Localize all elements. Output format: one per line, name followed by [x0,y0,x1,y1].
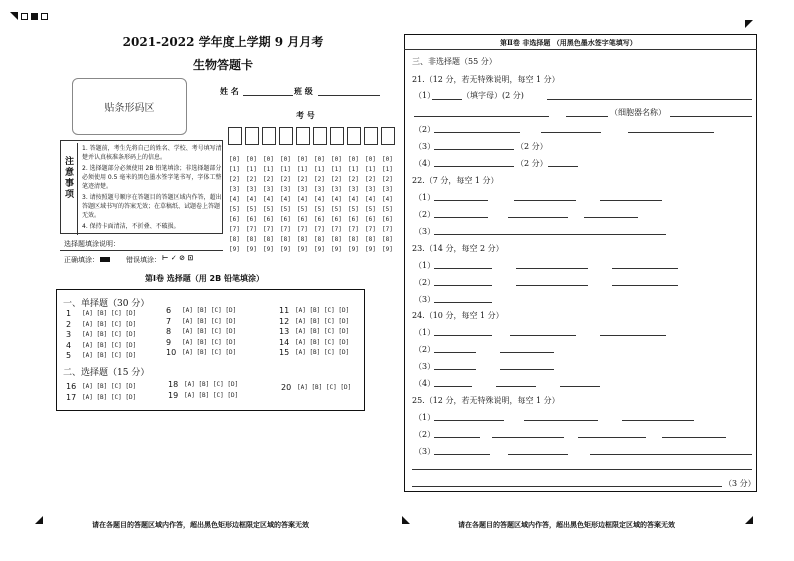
id-bubble[interactable]: [7] [246,226,257,233]
notice-box [60,140,223,234]
question-number: 16 [66,382,77,391]
id-bubble[interactable]: [3] [331,186,342,193]
id-bubble[interactable]: [2] [331,176,342,183]
id-bubble[interactable]: [8] [280,236,291,243]
id-bubble[interactable]: [9] [297,246,308,253]
answer-options[interactable]: [A] [B] [C] [D] [82,331,137,338]
question-number: 11 [279,306,290,315]
answer-options[interactable]: [A] [B] [C] [D] [182,349,237,356]
id-bubble[interactable]: [6] [229,216,240,223]
q25-2-label: （2） [414,430,436,439]
answer-line[interactable] [434,335,492,336]
id-bubble[interactable]: [4] [263,196,274,203]
answer-options[interactable]: [A] [B] [C] [D] [82,341,137,349]
notice-item: 3. 请按照题号顺序在答题目的答题区域内作答，超出答题区域书写的答案无效；在草稿纸、试题卷上答题无效。 [82,194,222,219]
question-number: 7 [166,316,172,326]
section2-label: 二、选择题（15 分） [63,368,150,378]
id-bubble[interactable]: [7] [280,226,291,233]
name-label: 姓 名 [220,87,239,96]
id-bubble[interactable]: [0] [229,156,240,163]
question-number: 6 [166,306,172,315]
id-bubble[interactable]: [9] [280,246,291,253]
answer-line[interactable] [662,437,726,438]
answer-line[interactable] [434,454,490,455]
id-bubble[interactable]: [7] [382,226,393,233]
id-bubble[interactable]: [5] [314,206,325,213]
id-bubble[interactable]: [4] [331,196,342,203]
answer-options[interactable]: [A] [B] [C] [D] [295,307,350,314]
id-bubble[interactable]: [1] [229,166,240,173]
answer-options[interactable]: [A] [B] [C] [D] [82,393,137,401]
answer-line[interactable] [434,352,476,353]
id-bubble-column [382,155,393,255]
id-bubble-column [246,155,257,255]
id-bubble[interactable]: [0] [314,156,325,163]
answer-line[interactable] [548,166,578,167]
answer-line[interactable] [492,437,564,438]
question-number: 5 [66,351,72,360]
id-bubble[interactable]: [1] [246,166,257,173]
class-label: 班 级 [294,87,313,96]
id-bubble[interactable]: [8] [331,236,342,243]
q21-1-hint: （填字母）(2 分) [462,91,524,100]
id-bubble[interactable]: [2] [297,176,308,183]
answer-line[interactable] [434,149,514,150]
answer-line[interactable] [612,285,678,286]
id-bubble[interactable]: [6] [331,216,342,223]
answer-line[interactable] [434,285,492,286]
answer-options[interactable]: [A] [B] [C] [D] [82,352,137,359]
q24-3-label: （3） [414,362,436,371]
id-box[interactable] [262,127,276,145]
q21-cell-hint: （细胞器名称） [610,108,666,117]
id-box[interactable] [381,127,395,145]
question-number: 2 [66,319,72,329]
id-bubble[interactable]: [4] [280,196,291,203]
id-bubble[interactable]: [6] [280,216,291,223]
question-number: 4 [66,340,72,350]
correct-fill-sample [100,257,110,262]
id-bubble[interactable]: [6] [382,216,393,223]
notice-item: 1. 答题前，考生先将自己的姓名、学校、考号填写清楚并认真核准条形码上的信息。 [82,145,222,161]
id-bubble[interactable]: [4] [246,196,257,203]
id-bubble-column [280,155,291,255]
id-bubble[interactable]: [8] [229,236,240,243]
answer-line[interactable] [524,420,598,421]
id-bubble[interactable]: [7] [331,226,342,233]
footer-left: 请在各题目的答题区域内作答，超出黑色矩形边框限定区域的答案无效 [92,521,309,529]
id-bubble[interactable]: [5] [365,206,376,213]
question-number: 13 [279,327,290,336]
id-bubble[interactable]: [3] [297,186,308,193]
id-bubble-column [314,155,325,255]
q21-label: 21.（12 分，若无特殊说明，每空 1 分） [412,75,560,84]
answer-line[interactable] [434,386,472,387]
answer-line[interactable] [434,268,492,269]
id-bubble[interactable]: [4] [382,196,393,203]
id-bubble[interactable]: [1] [280,166,291,173]
q21-1-label: （1） [414,91,436,100]
q22-1-label: （1） [414,193,436,202]
fill-title: 选择题填涂说明： [64,240,120,248]
id-bubble[interactable]: [7] [229,226,240,233]
answer-line[interactable] [566,116,608,117]
id-bubble-column [263,155,274,255]
id-bubble[interactable]: [5] [348,206,359,213]
id-bubble[interactable]: [8] [263,236,274,243]
answer-options[interactable]: [A] [B] [C] [D] [182,317,237,325]
id-bubble[interactable]: [4] [348,196,359,203]
answer-line[interactable] [541,132,601,133]
id-bubble[interactable]: [1] [314,166,325,173]
answer-line[interactable] [560,386,600,387]
answer-line[interactable] [584,217,638,218]
id-bubble[interactable]: [6] [365,216,376,223]
id-bubble[interactable]: [4] [297,196,308,203]
question-number: 20 [281,383,292,392]
id-bubble[interactable]: [5] [382,206,393,213]
answer-line[interactable] [516,268,588,269]
id-bubble[interactable]: [0] [280,156,291,163]
id-bubble[interactable]: [2] [348,176,359,183]
id-bubble[interactable]: [1] [263,166,274,173]
answer-line[interactable] [508,217,568,218]
id-bubble[interactable]: [6] [314,216,325,223]
id-box[interactable] [228,127,242,145]
answer-line[interactable] [670,116,752,117]
id-bubble[interactable]: [6] [263,216,274,223]
answer-options[interactable]: [A] [B] [C] [D] [295,338,350,346]
id-bubble[interactable]: [0] [297,156,308,163]
id-bubble[interactable]: [0] [348,156,359,163]
question-number: 19 [168,390,179,400]
q22-2-label: （2） [414,210,436,219]
q22-label: 22.（7 分，每空 1 分） [412,176,499,185]
id-box[interactable] [245,127,259,145]
answer-options[interactable]: [A] [B] [C] [D] [184,381,239,388]
answer-line[interactable] [514,200,576,201]
id-bubble-column [365,155,376,255]
id-bubble[interactable]: [5] [246,206,257,213]
answer-options[interactable]: [A] [B] [C] [D] [184,391,239,399]
id-box[interactable] [313,127,327,145]
id-bubble-column [331,155,342,255]
corner-mark-top-left [10,12,18,20]
square-mark [21,13,28,20]
q24-1-label: （1） [414,328,436,337]
answer-line[interactable] [412,486,722,487]
id-bubble[interactable]: [9] [382,246,393,253]
answer-options[interactable]: [A] [B] [C] [D] [82,383,137,390]
id-bubble[interactable]: [1] [365,166,376,173]
id-bubble[interactable]: [8] [348,236,359,243]
id-bubble[interactable]: [9] [348,246,359,253]
id-box[interactable] [279,127,293,145]
question-number: 1 [66,309,72,318]
id-bubble[interactable]: [3] [280,186,291,193]
id-bubble[interactable]: [2] [314,176,325,183]
question-number: 3 [66,330,72,339]
answer-line[interactable] [590,454,752,455]
id-bubble[interactable]: [4] [229,196,240,203]
corner-mark-bottom-mid [402,516,410,524]
notice-item: 2. 选择题部分必须使用 2B 铅笔填涂；非选择题部分必须使用 0.5 毫米的黑色墨水签字笔书写，字体工整笔迹清楚。 [82,165,222,190]
q24-4-label: （4） [414,379,436,388]
q25-1-label: （1） [414,413,436,422]
id-bubble[interactable]: [2] [246,176,257,183]
exam-subtitle: 生物答题卡 [192,58,253,72]
id-bubble[interactable]: [7] [263,226,274,233]
answer-line[interactable] [508,454,568,455]
q24-label: 24.（10 分，每空 1 分） [412,311,504,320]
corner-mark-bottom-right [745,516,753,524]
answer-options[interactable]: [A] [B] [C] [D] [295,328,350,335]
id-bubble[interactable]: [9] [314,246,325,253]
answer-line[interactable] [612,268,678,269]
non-choice-box [404,34,757,492]
q23-2-label: （2） [414,278,436,287]
id-bubble[interactable]: [1] [382,166,393,173]
id-bubble[interactable]: [8] [365,236,376,243]
question-number: 8 [166,327,172,336]
question-number: 14 [279,337,290,347]
corner-mark-bottom-left [35,516,43,524]
id-bubble[interactable]: [4] [365,196,376,203]
answer-line[interactable] [516,285,588,286]
id-bubble[interactable]: [9] [331,246,342,253]
answer-line[interactable] [628,132,714,133]
id-bubble[interactable]: [1] [331,166,342,173]
answer-line[interactable] [434,200,488,201]
id-bubble[interactable]: [2] [280,176,291,183]
id-box[interactable] [330,127,344,145]
id-bubble-column [229,155,240,255]
correct-fill-label: 正确填涂： [64,256,99,264]
id-bubble[interactable]: [8] [382,236,393,243]
q23-label: 23.（14 分，每空 2 分） [412,244,504,253]
id-bubble[interactable]: [7] [348,226,359,233]
exam-title: 2021-2022 学年度上学期 9 月月考 [122,35,324,49]
notice-heading: 注 意 事 项 [65,157,75,200]
answer-line[interactable] [432,99,462,100]
id-bubble[interactable]: [3] [263,186,274,193]
part2-heading: 第Ⅱ卷 非选择题 （用黑色墨水签字笔填写） [500,38,637,47]
question-number: 15 [279,348,290,357]
id-bubble[interactable]: [9] [229,246,240,253]
q22-3-label: （3） [414,227,436,236]
answer-line[interactable] [547,99,752,100]
id-bubble[interactable]: [1] [348,166,359,173]
id-bubble[interactable]: [0] [382,156,393,163]
exam-no-label: 考 号 [296,111,315,120]
answer-options[interactable]: [A] [B] [C] [D] [82,320,137,328]
id-bubble[interactable]: [0] [331,156,342,163]
id-bubble[interactable]: [0] [365,156,376,163]
class-field[interactable] [318,95,380,96]
id-bubble[interactable]: [2] [365,176,376,183]
answer-line[interactable] [434,217,488,218]
answer-options[interactable]: [A] [B] [C] [D] [182,338,237,346]
id-bubble[interactable]: [7] [297,226,308,233]
id-box[interactable] [347,127,361,145]
answer-options[interactable]: [A] [B] [C] [D] [182,307,237,314]
answer-line[interactable] [434,302,492,303]
square-mark [31,13,38,20]
id-bubble[interactable]: [3] [314,186,325,193]
id-bubble[interactable]: [8] [314,236,325,243]
notice-item: 4. 保持卡面清洁，不折叠、不破损。 [82,223,180,230]
id-bubble[interactable]: [3] [382,186,393,193]
question-number: 18 [168,380,179,389]
id-bubble[interactable]: [5] [297,206,308,213]
q21-2-label: （2） [414,125,436,134]
id-bubble[interactable]: [1] [297,166,308,173]
answer-line[interactable] [600,335,666,336]
id-bubble-column [348,155,359,255]
q23-3-label: （3） [414,295,436,304]
answer-line[interactable] [412,469,752,470]
id-bubble[interactable]: [9] [365,246,376,253]
section1-label: 一、单择题（30 分） [63,299,150,309]
answer-line[interactable] [600,200,662,201]
answer-line[interactable] [434,166,514,167]
q25-3-label: （3） [414,447,436,456]
id-bubble[interactable]: [8] [246,236,257,243]
corner-mark-top-right [745,20,753,28]
q23-1-label: （1） [414,261,436,270]
question-number: 12 [279,316,290,326]
id-bubble[interactable]: [5] [331,206,342,213]
id-bubble[interactable]: [6] [246,216,257,223]
square-mark [41,13,48,20]
id-bubble[interactable]: [5] [280,206,291,213]
answer-options[interactable]: [A] [B] [C] [D] [82,310,137,317]
answer-line[interactable] [434,369,476,370]
part1-heading: 第Ⅰ卷 选择题（用 2B 铅笔填涂） [145,274,264,283]
answer-line[interactable] [434,132,520,133]
id-bubble[interactable]: [6] [297,216,308,223]
q24-2-label: （2） [414,345,436,354]
answer-line[interactable] [622,420,694,421]
answer-line[interactable] [510,335,576,336]
id-box[interactable] [296,127,310,145]
id-bubble[interactable]: [4] [314,196,325,203]
id-bubble[interactable]: [6] [348,216,359,223]
id-bubble[interactable]: [0] [246,156,257,163]
q21-4-label: （4） [414,159,436,168]
answer-line[interactable] [434,420,504,421]
name-field[interactable] [243,95,293,96]
q21-4-points: （2 分） [516,159,548,168]
id-bubble[interactable]: [9] [263,246,274,253]
wrong-fill-samples: ⊢ ✓ ⊘ ⊡ [162,254,194,262]
id-bubble[interactable]: [7] [314,226,325,233]
id-bubble[interactable]: [2] [229,176,240,183]
id-bubble[interactable]: [3] [246,186,257,193]
question-number: 17 [66,392,77,402]
q21-3-points: （2 分） [516,142,548,151]
q25-label: 25.（12 分，若无特殊说明，每空 1 分） [412,396,560,405]
question-number: 9 [166,337,172,347]
id-bubble[interactable]: [5] [229,206,240,213]
answer-line[interactable] [434,437,480,438]
id-bubble[interactable]: [5] [263,206,274,213]
answer-line[interactable] [414,116,549,117]
question-number: 10 [166,348,177,357]
id-bubble[interactable]: [9] [246,246,257,253]
id-bubble[interactable]: [3] [365,186,376,193]
id-bubble[interactable]: [3] [229,186,240,193]
id-bubble-column [297,155,308,255]
id-bubble[interactable]: [8] [297,236,308,243]
id-bubble[interactable]: [0] [263,156,274,163]
id-box[interactable] [364,127,378,145]
answer-line[interactable] [578,437,646,438]
id-bubble[interactable]: [2] [382,176,393,183]
answer-options[interactable]: [A] [B] [C] [D] [297,384,352,391]
answer-options[interactable]: [A] [B] [C] [D] [295,349,350,356]
id-bubble[interactable]: [7] [365,226,376,233]
section3-label: 三、非选择题（55 分） [412,57,497,66]
answer-line[interactable] [500,369,554,370]
id-bubble[interactable]: [3] [348,186,359,193]
answer-line[interactable] [496,386,536,387]
answer-options[interactable]: [A] [B] [C] [D] [295,317,350,325]
q25-end-points: （3 分） [724,479,756,488]
q21-3-label: （3） [414,142,436,151]
footer-right: 请在各题目的答题区域内作答，超出黑色矩形边框限定区域的答案无效 [458,521,675,529]
answer-line[interactable] [434,234,666,235]
answer-options[interactable]: [A] [B] [C] [D] [182,328,237,335]
answer-line[interactable] [500,352,554,353]
wrong-fill-label: 错误填涂： [126,256,161,264]
id-bubble[interactable]: [2] [263,176,274,183]
barcode-area: 贴条形码区 [72,78,187,135]
